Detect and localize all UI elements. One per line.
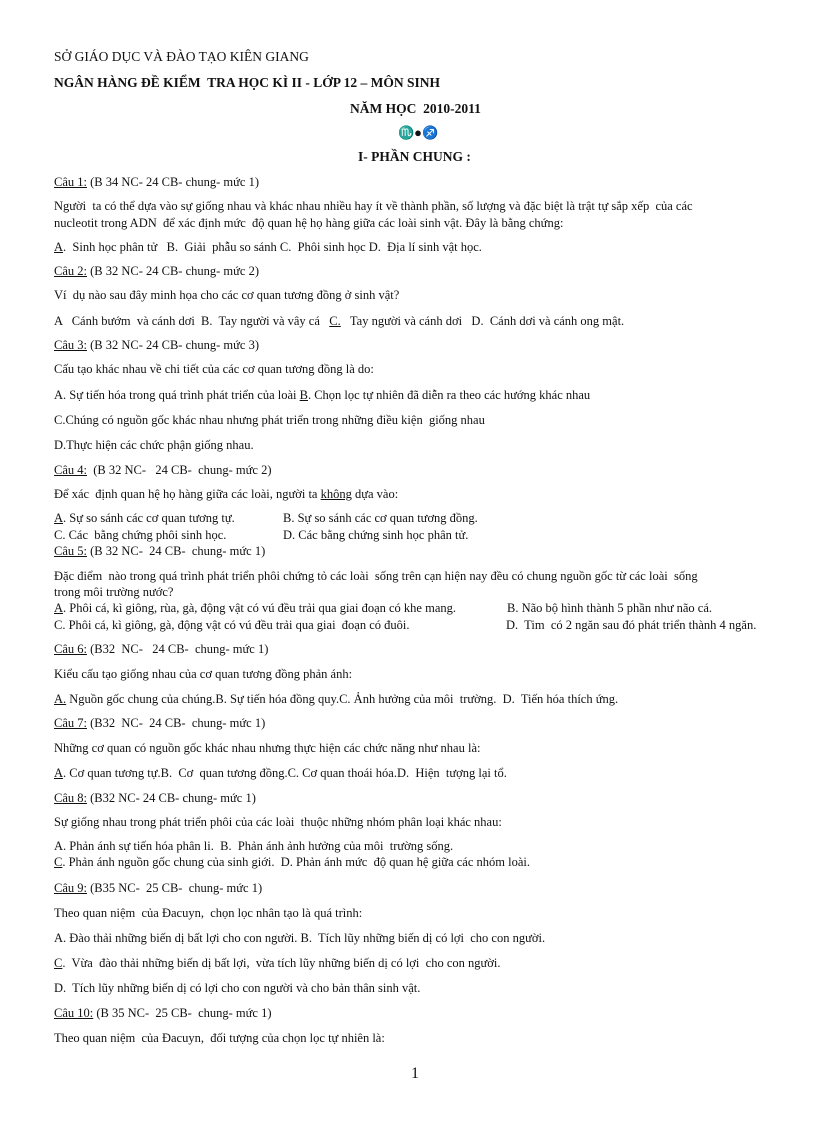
question-7-meta: (B32 NC- 24 CB- chung- mức 1): [86, 716, 266, 730]
question-5-option-d: D. Tim có 2 ngăn sau đó phát triển thành 4 ngăn.: [506, 618, 757, 632]
question-10-stem: Theo quan niệm của Đacuyn, đối tượng của chọn lọc tự nhiên là:: [54, 1031, 385, 1045]
question-9-option-d: D. Tích lũy những biến dị có lợi cho con người và cho bản thân sinh vật.: [54, 981, 421, 995]
question-1-stem-line-1: Người ta có thể dựa vào sự giống nhau và khác nhau nhiều hay ít về thành phần, số lượng và đặc biệt là trật tự sắp xếp của các: [54, 199, 693, 213]
question-5-meta: (B 32 NC- 24 CB- chung- mức 1): [86, 544, 266, 558]
question-9-label: Câu 9:: [54, 881, 87, 895]
ornament-symbols: ♏●♐: [398, 125, 439, 140]
question-3-option-a: A. Sự tiến hóa trong quá trình phát triển của loài: [54, 388, 300, 402]
question-3-meta: (B 32 NC- 24 CB- chung- mức 3): [86, 338, 260, 352]
question-7-header: [54, 716, 265, 731]
question-3-label: Câu 3:: [54, 338, 87, 352]
question-4-option-b: B. Sự so sánh các cơ quan tương đồng.: [283, 511, 478, 525]
question-5-label: Câu 5:: [54, 544, 87, 558]
question-6-label: Câu 6:: [54, 642, 87, 656]
question-5-answer-key: A: [54, 601, 64, 615]
question-5-header: [54, 544, 265, 559]
question-4-stem: [54, 487, 398, 502]
question-6-stem: Kiểu cấu tạo giống nhau của cơ quan tương đồng phản ánh:: [54, 667, 353, 681]
question-5-option-b: B. Não bộ hình thành 5 phần như não cá.: [507, 601, 712, 615]
question-3-header: [54, 338, 259, 353]
question-2-header: [54, 264, 259, 279]
question-4-meta: (B 32 NC- 24 CB- chung- mức 2): [86, 463, 272, 477]
question-6-options: [54, 692, 618, 707]
question-4-stem-post: dựa vào:: [351, 487, 399, 501]
question-1-label: Câu 1:: [54, 175, 87, 189]
question-6-answer-key: A.: [54, 692, 67, 706]
question-4-stem-pre: Để xác định quan hệ họ hàng giữa các loài, người ta: [54, 487, 321, 501]
question-5-stem-line-1: Đặc điểm nào trong quá trình phát triển phôi chứng tỏ các loài sống trên cạn hiện nay đều có chung nguồn gốc từ các loài sống: [54, 569, 698, 583]
question-1-answer-key: A: [54, 240, 64, 254]
question-1-options: [54, 240, 482, 255]
question-3-answer-key: B: [299, 388, 308, 402]
question-5-option-a: [54, 601, 456, 616]
question-8-meta: (B32 NC- 24 CB- chung- mức 1): [86, 791, 256, 805]
question-10-header: [54, 1006, 272, 1021]
question-6-options-text: Nguồn gốc chung của chúng.B. Sự tiến hóa đồng quy.C. Ảnh hưởng của môi trường. D. Tiến hóa thích ứng.: [66, 692, 619, 706]
question-1-meta: (B 34 NC- 24 CB- chung- mức 1): [86, 175, 260, 189]
school-year: NĂM HỌC 2010-2011: [350, 101, 481, 116]
question-7-label: Câu 7:: [54, 716, 87, 730]
department-name: SỞ GIÁO DỤC VÀ ĐÀO TẠO KIÊN GIANG: [54, 49, 309, 64]
question-7-answer-key: A: [54, 766, 64, 780]
question-1-header: [54, 175, 259, 190]
question-6-header: [54, 642, 268, 657]
question-3-options-ab: [54, 388, 590, 403]
question-3-stem: Cấu tạo khác nhau về chi tiết của các cơ quan tương đồng là do:: [54, 362, 374, 376]
question-4-answer-key: A: [54, 511, 64, 525]
question-5-stem-line-2: trong môi trường nước?: [54, 585, 174, 599]
question-4-stem-negation: không: [320, 487, 352, 501]
question-6-meta: (B32 NC- 24 CB- chung- mức 1): [86, 642, 269, 656]
question-1-options-text: . Sinh học phân tử B. Giải phẫu so sánh C. Phôi sinh học D. Địa lí sinh vật học.: [63, 240, 482, 254]
question-8-stem: Sự giống nhau trong phát triển phôi của các loài thuộc những nhóm phân loại khác nhau:: [54, 815, 502, 829]
question-8-label: Câu 8:: [54, 791, 87, 805]
question-9-answer-key: C: [54, 956, 63, 970]
question-9-header: [54, 881, 262, 896]
question-10-meta: (B 35 NC- 25 CB- chung- mức 1): [93, 1006, 272, 1020]
question-1-stem-line-2: nucleotit trong ADN để xác định mức độ quan hệ họ hàng giữa các loài sinh vật. Đây là bằng chứng:: [54, 216, 564, 230]
question-2-options-cd: Tay người và cánh dơi D. Cánh dơi và cánh ong mật.: [340, 314, 625, 328]
question-4-option-a: [54, 511, 235, 526]
document-title: NGÂN HÀNG ĐỀ KIỂM TRA HỌC KÌ II - LỚP 12 – MÔN SINH: [54, 75, 441, 90]
question-2-options: [54, 314, 624, 329]
question-4-header: [54, 463, 272, 478]
question-2-meta: (B 32 NC- 24 CB- chung- mức 2): [86, 264, 260, 278]
question-7-options-text: . Cơ quan tương tự.B. Cơ quan tương đồng.C. Cơ quan thoái hóa.D. Hiện tượng lại tổ.: [63, 766, 507, 780]
question-9-meta: (B35 NC- 25 CB- chung- mức 1): [86, 881, 263, 895]
question-3-option-b: . Chọn lọc tự nhiên đã diễn ra theo các hướng khác nhau: [307, 388, 591, 402]
question-8-answer-key: C: [54, 855, 63, 869]
question-5-option-a-text: . Phôi cá, kì giông, rùa, gà, động vật có vú đều trải qua giai đoạn có khe mang.: [63, 601, 456, 615]
question-3-option-c: C.Chúng có nguồn gốc khác nhau nhưng phát triển trong những điều kiện giống nhau: [54, 413, 485, 427]
question-9-option-c: [54, 956, 500, 971]
question-3-option-d: D.Thực hiện các chức phận giống nhau.: [54, 438, 254, 452]
question-5-option-c: C. Phôi cá, kì giông, gà, động vật có vú đều trải qua giai đoạn có đuôi.: [54, 618, 410, 632]
question-9-options-ab: A. Đào thải những biến dị bất lợi cho con người. B. Tích lũy những biến dị có lợi cho con người.: [54, 931, 546, 945]
question-9-stem: Theo quan niệm của Đacuyn, chọn lọc nhân tạo là quá trình:: [54, 906, 363, 920]
section-heading: [358, 149, 471, 164]
question-8-options-cd-text: . Phản ánh nguồn gốc chung của sinh giới. D. Phản ánh mức độ quan hệ giữa các nhóm loài.: [62, 855, 530, 869]
question-4-label: Câu 4:: [54, 463, 87, 477]
question-10-label: Câu 10:: [54, 1006, 94, 1020]
question-7-options: [54, 766, 507, 781]
section-heading-text: I- PHẦN CHUNG :: [358, 149, 471, 164]
question-8-options-cd: [54, 855, 530, 870]
question-4-option-a-text: . Sự so sánh các cơ quan tương tự.: [63, 511, 235, 525]
page-number: 1: [411, 1065, 419, 1082]
question-8-options-ab: A. Phản ánh sự tiến hóa phân li. B. Phản ánh ảnh hưởng của môi trường sống.: [54, 839, 454, 853]
question-9-option-c-text: . Vừa đào thải những biến dị bất lợi, vừa tích lũy những biến dị có lợi cho con người.: [62, 956, 501, 970]
question-7-stem: Những cơ quan có nguồn gốc khác nhau nhưng thực hiện các chức năng như nhau là:: [54, 741, 481, 755]
question-2-stem: Ví dụ nào sau đây minh họa cho các cơ quan tương đồng ở sinh vật?: [54, 288, 400, 302]
question-4-option-d: D. Các bằng chứng sinh học phân tử.: [283, 528, 469, 542]
question-4-option-c: C. Các bằng chứng phôi sinh học.: [54, 528, 227, 542]
question-2-label: Câu 2:: [54, 264, 87, 278]
question-8-header: [54, 791, 256, 806]
question-2-answer-key: C.: [329, 314, 341, 328]
question-2-options-ab: A Cánh bướm và cánh dơi B. Tay người và vây cá: [54, 314, 330, 328]
